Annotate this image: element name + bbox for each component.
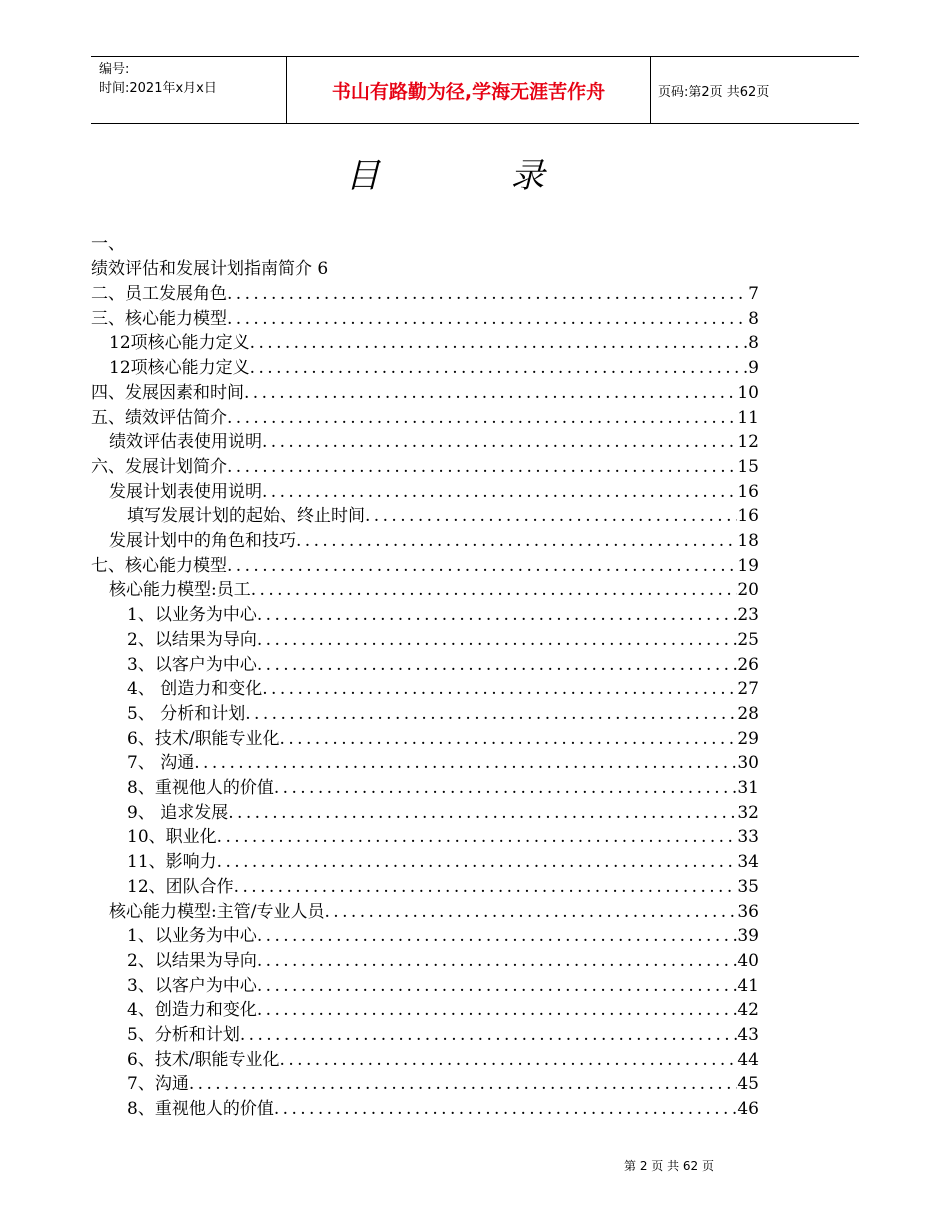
toc-entry-page: 44: [737, 1049, 759, 1070]
toc-entry-label: 三、核心能力模型: [91, 308, 227, 329]
toc-entry[interactable]: [91, 307, 759, 332]
toc-entry-page: 42: [737, 1000, 759, 1021]
toc-leader-dots: [296, 529, 737, 554]
toc-entry-page: 7: [748, 284, 759, 304]
toc-leader-dots: [257, 924, 738, 949]
toc-entry-label: 5、分析和计划: [127, 1025, 240, 1045]
toc-entry-page: 16: [737, 506, 759, 527]
toc-entry-page: 8: [748, 308, 759, 329]
toc-entry-page: 12: [737, 432, 759, 453]
toc-leader-dots: [274, 776, 738, 801]
toc-entry[interactable]: [91, 1048, 759, 1073]
toc-entry-label: 11、影响力: [127, 852, 217, 873]
toc-entry-label: 核心能力模型:主管/专业人员: [109, 901, 325, 922]
toc-entry[interactable]: [91, 702, 759, 727]
toc-entry-page: 10: [737, 382, 759, 403]
toc-leader-dots: [227, 455, 737, 480]
header-page-info: 页码:第2页 共62页: [658, 84, 770, 100]
toc-entry[interactable]: [91, 998, 759, 1023]
toc-entry-page: 15: [737, 456, 759, 477]
toc-entry[interactable]: [91, 603, 759, 628]
toc-leader-dots: [365, 504, 737, 529]
toc-entry[interactable]: [91, 578, 759, 603]
toc-entry[interactable]: [91, 554, 759, 579]
toc-entry-label: 12项核心能力定义: [109, 333, 250, 354]
toc-entry[interactable]: [91, 900, 759, 925]
toc-leader-dots: [280, 727, 738, 752]
toc-leader-dots: [245, 702, 737, 727]
toc-leader-dots: [257, 974, 738, 999]
toc-entry[interactable]: [91, 430, 759, 455]
toc-entry-page: 16: [737, 481, 759, 502]
toc-leader-dots: [257, 949, 738, 974]
toc-entry[interactable]: [91, 751, 759, 776]
toc-entry-label: 五、绩效评估简介: [91, 407, 227, 428]
toc-entry-page: 36: [737, 901, 759, 922]
toc-leader-dots: [234, 875, 738, 900]
toc-leader-dots: [244, 381, 737, 406]
toc-leader-dots: [262, 677, 737, 702]
toc-leader-dots: [257, 653, 738, 678]
toc-entry-label: 1、以业务为中心: [127, 605, 257, 626]
toc-entry-page: 9: [748, 358, 759, 379]
toc-entry-page: 23: [737, 605, 759, 626]
toc-leader-dots: [262, 430, 737, 455]
toc-entry-page: 35: [737, 876, 759, 897]
toc-leader-dots: [257, 603, 738, 628]
toc-entry-page: 39: [737, 926, 759, 947]
toc-entry-label: 9、 追求发展: [127, 802, 229, 823]
page-footer: 第 2 页 共 62 页: [624, 1159, 714, 1173]
toc-entry[interactable]: [91, 924, 759, 949]
toc-entry-page: 28: [737, 703, 759, 724]
toc-entry-label: 填写发展计划的起始、终止时间: [127, 506, 365, 527]
toc-leader-dots: [240, 1023, 738, 1048]
toc-entry[interactable]: [91, 628, 759, 653]
header-motto: 书山有路勤为径,学海无涯苦作舟: [286, 57, 651, 123]
toc-entry-label: 4、 创造力和变化: [127, 679, 263, 700]
toc-entry-page: 41: [737, 975, 759, 996]
toc-entry-label: 7、沟通: [127, 1074, 189, 1095]
toc-entry-label: 3、以客户为中心: [127, 975, 257, 996]
toc-entry-label: 四、发展因素和时间: [91, 382, 244, 403]
toc-entry[interactable]: [91, 381, 759, 406]
toc-leader-dots: [217, 850, 738, 875]
toc-entry-page: 27: [737, 679, 759, 700]
toc-entry[interactable]: [91, 801, 759, 826]
toc-leader-dots: [280, 1048, 738, 1073]
toc-entry[interactable]: [91, 356, 759, 381]
toc-leader-dots: [227, 406, 737, 431]
toc-entry-page: 40: [737, 950, 759, 971]
toc-leader-dots: [262, 480, 737, 505]
toc-entry-page: 34: [737, 852, 759, 873]
toc-entry[interactable]: [91, 875, 759, 900]
toc-leader-dots: [251, 578, 738, 603]
toc-entry-page: 8: [748, 333, 759, 354]
toc-entry-label: 发展计划中的角色和技巧: [109, 531, 296, 551]
toc-entry[interactable]: [91, 949, 759, 974]
toc-entry-page: 43: [737, 1025, 759, 1045]
toc-entry[interactable]: [91, 850, 759, 875]
doc-number-label: 编号:: [99, 62, 130, 77]
toc-entry-label: 6、技术/职能专业化: [127, 728, 280, 749]
toc-intro-line-2: 绩效评估和发展计划指南简介 6: [91, 259, 329, 279]
toc-entry[interactable]: [91, 727, 759, 752]
toc-leader-dots: [250, 331, 749, 356]
toc-entry-page: 11: [737, 407, 759, 428]
toc-entry-label: 核心能力模型:员工: [109, 580, 251, 601]
toc-entry[interactable]: [91, 677, 759, 702]
toc-entry[interactable]: [91, 455, 759, 480]
doc-time-label: 时间:2021年x月x日: [99, 81, 217, 96]
toc-leader-dots: [194, 751, 737, 776]
toc-entry-label: 2、以结果为导向: [127, 950, 257, 971]
toc-leader-dots: [250, 356, 749, 381]
toc-leader-dots: [228, 801, 737, 826]
toc-entry[interactable]: [91, 653, 759, 678]
toc-leader-dots: [274, 1097, 738, 1122]
toc-intro-line-1: 一、: [91, 234, 125, 254]
toc-entry-label: 10、职业化: [127, 827, 217, 848]
toc-entry-page: 30: [737, 753, 759, 774]
toc-entry-label: 3、以客户为中心: [127, 654, 257, 675]
toc-leader-dots: [227, 282, 748, 307]
toc-entry[interactable]: [91, 776, 759, 801]
header-meta: [91, 57, 286, 123]
toc-entry-label: 8、重视他人的价值: [127, 778, 274, 798]
toc-entry-page: 20: [737, 580, 759, 601]
toc-entry[interactable]: [91, 825, 759, 850]
toc-entry[interactable]: [91, 1072, 759, 1097]
toc-entry-label: 绩效评估表使用说明: [109, 432, 262, 453]
toc-leader-dots: [257, 998, 738, 1023]
toc-entry-label: 6、技术/职能专业化: [127, 1049, 280, 1070]
toc-entry[interactable]: [91, 974, 759, 999]
toc-leader-dots: [217, 825, 738, 850]
toc-leader-dots: [189, 1072, 738, 1097]
page-header: [91, 56, 859, 124]
toc-entry-page: 26: [737, 654, 759, 675]
toc-entry-page: 46: [737, 1099, 759, 1120]
toc-entry-label: 12、团队合作: [127, 876, 234, 897]
toc-entry[interactable]: [91, 1097, 759, 1122]
toc-entry[interactable]: [91, 504, 759, 529]
toc-entry-label: 1、以业务为中心: [127, 926, 257, 947]
toc-leader-dots: [227, 554, 737, 579]
toc-entry-label: 4、创造力和变化: [127, 1000, 257, 1021]
toc-entry-label: 发展计划表使用说明: [109, 481, 262, 502]
toc-entry-label: 二、员工发展角色: [91, 284, 227, 304]
toc-entry[interactable]: [91, 406, 759, 431]
toc-entry-label: 12项核心能力定义: [109, 358, 250, 379]
toc-entry-page: 25: [737, 629, 759, 650]
toc-entry-page: 29: [737, 728, 759, 749]
toc-entry-page: 33: [737, 827, 759, 848]
toc-entry-page: 19: [737, 555, 759, 576]
toc-title: 目 录: [345, 156, 605, 196]
toc-entry-page: 31: [737, 778, 759, 798]
toc-entry[interactable]: [91, 1023, 759, 1048]
toc-entry-page: 45: [737, 1074, 759, 1095]
toc-entry-label: 七、核心能力模型: [91, 555, 227, 576]
toc-entry-label: 8、重视他人的价值: [127, 1099, 274, 1120]
toc-entry-page: 32: [737, 802, 759, 823]
toc-leader-dots: [324, 900, 737, 925]
toc-leader-dots: [227, 307, 748, 332]
toc-entry[interactable]: [91, 331, 759, 356]
toc-entry-page: 18: [737, 531, 759, 551]
toc-entry[interactable]: [91, 282, 759, 307]
toc-entry-label: 5、 分析和计划: [127, 703, 246, 724]
toc-entry-label: 六、发展计划简介: [91, 456, 227, 477]
toc-entry[interactable]: [91, 529, 759, 554]
toc-entry-label: 7、 沟通: [127, 753, 195, 774]
toc-entry-label: 2、以结果为导向: [127, 629, 257, 650]
toc-entry[interactable]: [91, 480, 759, 505]
toc-leader-dots: [257, 628, 738, 653]
